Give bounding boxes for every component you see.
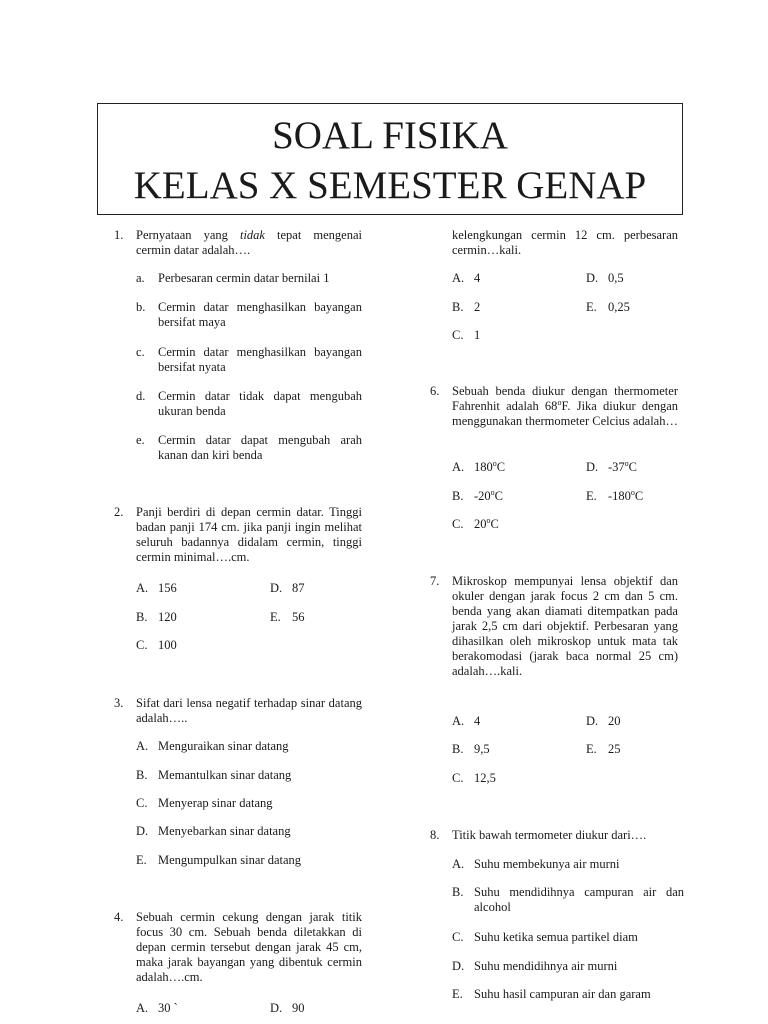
question-3: 3. Sifat dari lensa negatif terhadap sinar datang adalah….. A. Menguraikan sinar datang B. Memantulkan sinar datang C. Menyerap sinar datang D. Menyebarkan sinar datang E. Mengumpulkan sinar datang	[114, 696, 362, 867]
left-column	[114, 228, 364, 1024]
question-text: Pernyataan yang tidak tepat mengenai cermin datar adalah….	[136, 228, 362, 257]
title-line-1: SOAL FISIKA	[272, 114, 508, 157]
right-column	[430, 228, 684, 1024]
question-2: 2. Panji berdiri di depan cermin datar. Tinggi badan panji 174 cm. jika panji ingin melihat seluruh badannya didalam cermin, tinggi cermin minimal….cm. A. 156 D. 87 B. 120 E. 56 C. 100	[114, 505, 362, 652]
question-number: 6.	[430, 384, 440, 398]
question-5-continued: kelengkungan cermin 12 cm. perbesaran cermin…kali. A. 4 D. 0,5 B. 2 E. 0,25 C. 1	[452, 228, 678, 342]
question-number: 1.	[114, 228, 124, 242]
question-1: 1. Pernyataan yang tidak tepat mengenai cermin datar adalah…. a. Perbesaran cermin datar bernilai 1 b. Cermin datar menghasilkan bayangan bersifat maya c. Cermin datar menghasilkan bayangan bersifat nyata d. Cermin datar tidak dapat mengubah ukuran benda e. Cermin datar dapat mengubah arah kanan dan kiri benda	[114, 228, 362, 462]
question-text: Sifat dari lensa negatif terhadap sinar datang adalah…..	[136, 696, 362, 725]
question-number: 2.	[114, 505, 124, 519]
question-text: Titik bawah termometer diukur dari….	[452, 828, 647, 842]
question-number: 8.	[430, 828, 440, 842]
question-text: kelengkungan cermin 12 cm. perbesaran cermin…kali.	[452, 228, 678, 257]
question-4: 4. Sebuah cermin cekung dengan jarak titik focus 30 cm. Sebuah benda diletakkan di depan cermin tersebut dengan jarak 45 cm, maka jarak bayangan yang dibentuk cermin adalah….cm. A. 30 ` D. 90	[114, 910, 362, 1015]
question-8: 8. Titik bawah termometer diukur dari…. A. Suhu membekunya air murni B. Suhu mendidihnya campuran air dan alcohol C. Suhu ketika semua partikel diam D. Suhu mendidihnya air murni E. Suhu hasil campuran air dan garam	[430, 828, 684, 1001]
question-6: 6. Sebuah benda diukur dengan thermometer Fahrenhit adalah 68$^o$F. Jika diukur dengan menggunakan thermometer Celcius adalah… A. 180$^o$C D. -37$^o$C B. -20$^o$C E. -180$^o$C C. 20$^o$C	[430, 384, 678, 531]
question-number: 4.	[114, 910, 124, 924]
question-text: Mikroskop mempunyai lensa objektif dan okuler dengan jarak focus 2 cm dan 5 cm. benda yang akan diamati ditempatkan pada jarak 2,5 cm dari objektif. Perbesaran yang dihasilkan oleh mikroskop untuk mata tak berakomodasi (jarak baca normal 25 cm) adalah….kali.	[452, 574, 678, 678]
question-text: Sebuah benda diukur dengan thermometer Fahrenhit adalah 68$^o$F. Jika diukur dengan menggunakan thermometer Celcius adalah…	[452, 384, 678, 428]
title-line-2: KELAS X SEMESTER GENAP	[133, 164, 647, 207]
question-text: Sebuah cermin cekung dengan jarak titik focus 30 cm. Sebuah benda diletakkan di depan cermin tersebut dengan jarak 45 cm, maka jarak bayangan yang dibentuk cermin adalah….cm.	[136, 910, 362, 984]
title-box	[97, 103, 683, 215]
question-7: 7. Mikroskop mempunyai lensa objektif dan okuler dengan jarak focus 2 cm dan 5 cm. benda yang akan diamati ditempatkan pada jarak 2,5 cm dari objektif. Perbesaran yang dihasilkan oleh mikroskop untuk mata tak berakomodasi (jarak baca normal 25 cm) adalah….kali. A. 4 D. 20 B. 9,5 E. 25 C. 12,5	[430, 574, 678, 785]
question-number: 3.	[114, 696, 124, 710]
question-text: Panji berdiri di depan cermin datar. Tinggi badan panji 174 cm. jika panji ingin melihat seluruh badannya didalam cermin, tinggi cermin minimal….cm.	[136, 505, 362, 564]
question-number: 7.	[430, 574, 440, 588]
